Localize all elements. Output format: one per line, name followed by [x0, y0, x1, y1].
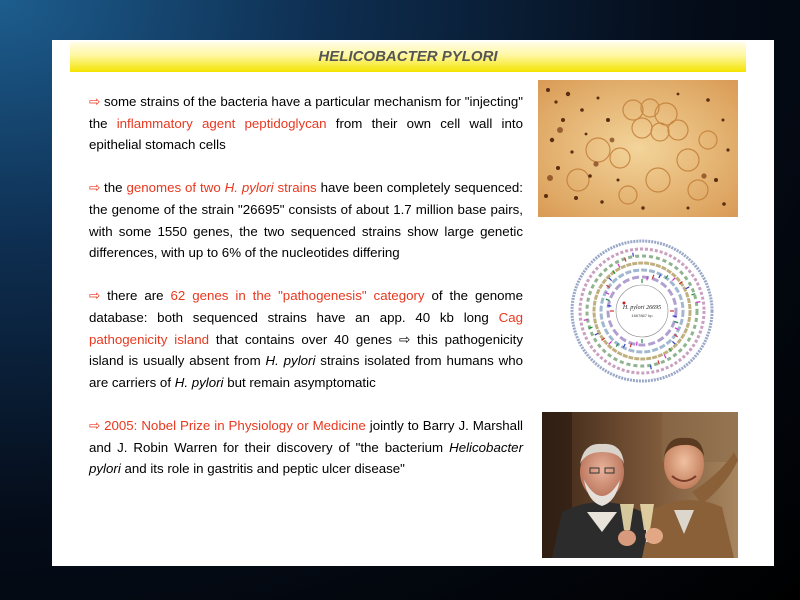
text-segment: ⇨	[89, 94, 104, 109]
genome-marker	[633, 253, 634, 257]
paragraph-injection-mechanism	[89, 91, 523, 156]
text-segment: genomes of two	[126, 180, 225, 196]
text-segment: jointly to Barry J. Marshall and J. Robin Warren for their discovery of "the bacterium	[89, 417, 523, 455]
slide-title: HELICOBACTER PYLORI	[318, 48, 498, 65]
text-segment: H. pylori	[265, 353, 316, 369]
text-segment: H. pylori	[174, 374, 224, 390]
text-segment: inflammatory agent peptidoglycan	[116, 115, 327, 131]
nobel-laureates-picture	[542, 412, 738, 558]
text-segment: from their own cell wall into epithelial stomach cells	[89, 115, 523, 153]
genome-map-picture	[562, 233, 722, 390]
genome-marker	[637, 342, 638, 346]
text-segment: there are	[107, 288, 171, 304]
body-text	[89, 91, 523, 480]
text-segment: ⇨	[89, 180, 105, 196]
text-segment: that contains over 40 genes	[209, 331, 399, 347]
genome-label: H. pylori 26695	[622, 305, 662, 311]
genome-map-image	[562, 233, 722, 390]
text-segment: the	[104, 180, 127, 196]
text-segment: strains	[273, 180, 317, 196]
text-segment: this pathogenicity island is usually absent from	[89, 331, 523, 369]
text-segment: have been completely sequenced: the genome of the strain "26695" consists of about 1.7 million base pairs, with some 1550 genes, the two sequenced strains show large genetic differences, with up to 6% of the nucleotides differing	[89, 180, 523, 261]
paragraph-genome-sequencing	[89, 177, 523, 263]
genome-marker	[651, 365, 652, 369]
genome-marker	[584, 320, 588, 321]
paragraph-pathogenesis-genes	[89, 285, 523, 393]
text-segment: Cag pathogenicity island	[89, 309, 523, 347]
slide	[52, 40, 774, 566]
text-segment: H. pylori	[224, 180, 274, 196]
genome-marker	[696, 302, 700, 303]
genome-marker	[647, 276, 648, 280]
text-segment: ⇨	[89, 288, 108, 304]
genome-sublabel: 1667867 bp	[631, 313, 653, 318]
text-segment: some strains of the bacteria have a particular mechanism for "injecting" the	[89, 94, 523, 131]
title-bar	[70, 42, 746, 72]
text-segment: but remain asymptomatic	[223, 374, 376, 390]
histology-picture	[538, 80, 738, 217]
text-segment: and its role in gastritis and peptic ulcer disease"	[120, 461, 405, 477]
text-segment: of the genome database: both sequenced strains have an app. 40 kb long	[89, 288, 523, 325]
nobel-laureates-photo	[542, 412, 738, 558]
text-segment: ⇨	[398, 331, 411, 347]
genome-marker	[673, 316, 677, 317]
text-segment: strains isolated from humans who are carriers of	[89, 353, 523, 390]
genome-marker	[607, 306, 611, 307]
histology-image	[538, 80, 738, 217]
text-segment: ⇨ 2005: Nobel Prize in Physiology or Medicine	[89, 417, 366, 433]
text-segment: 62 genes in the "pathogenesis" category	[170, 288, 425, 304]
text-segment: Helicobacter pylori	[89, 439, 523, 477]
paragraph-nobel-prize	[89, 415, 523, 480]
